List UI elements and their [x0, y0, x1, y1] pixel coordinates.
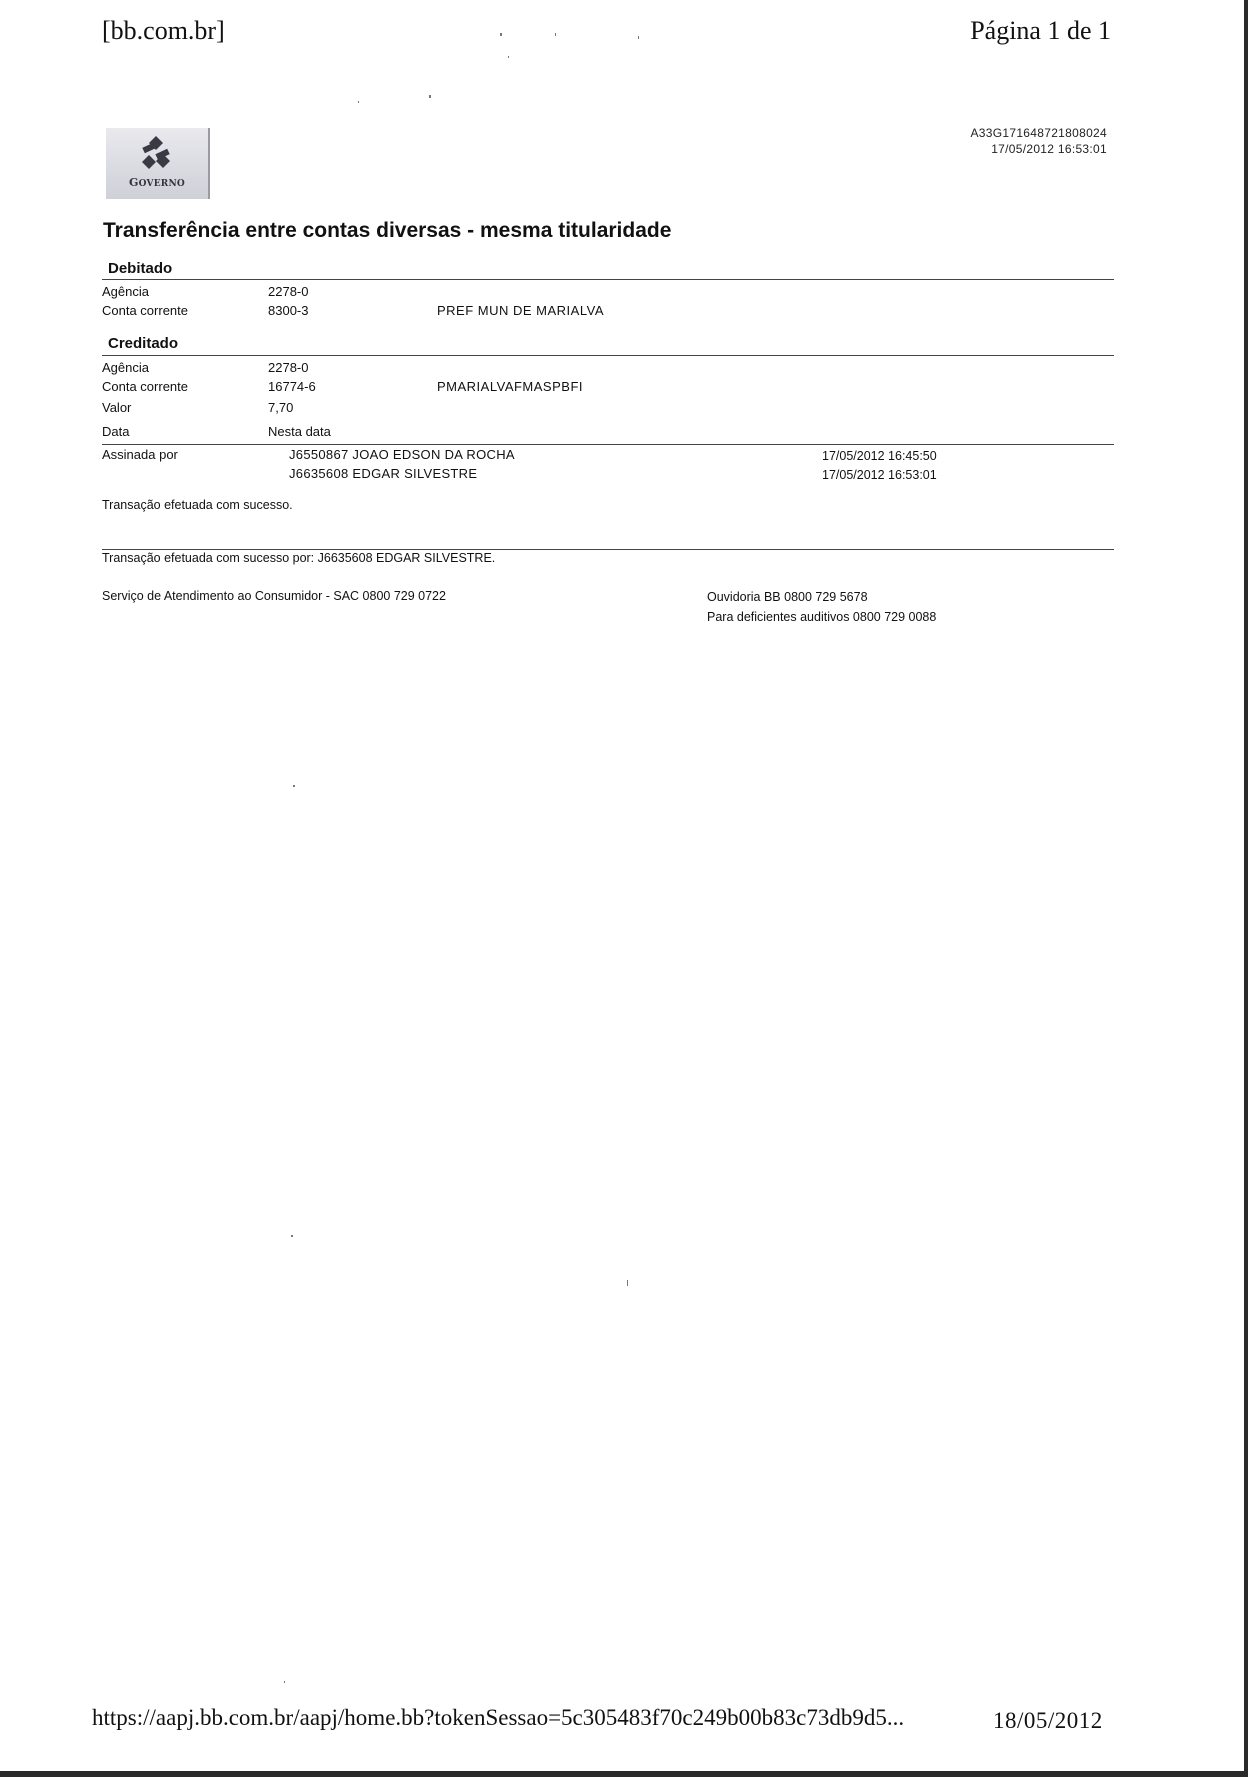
debitado-titular: PREF MUN DE MARIALVA — [437, 303, 604, 318]
section-creditado: Creditado — [108, 335, 179, 352]
debitado-conta-value: 8300-3 — [268, 303, 309, 318]
scan-speck — [508, 56, 509, 58]
scan-speck — [291, 1235, 293, 1237]
debitado-agencia-value: 2278-0 — [268, 284, 309, 299]
divider — [102, 355, 1114, 356]
scan-speck — [358, 101, 359, 103]
assinada-por-label: Assinada por — [102, 447, 178, 462]
data-label: Data — [102, 424, 130, 439]
creditado-agencia-label: Agência — [102, 360, 149, 375]
banco-do-brasil-logo-icon — [133, 134, 179, 174]
scan-speck — [284, 1681, 285, 1683]
governo-logo — [106, 128, 210, 199]
scan-speck — [638, 36, 639, 39]
footer-date: 18/05/2012 — [993, 1708, 1103, 1733]
reference-code: A33G171648721808024 — [970, 126, 1107, 140]
header-site: [bb.com.br] — [102, 16, 225, 45]
reference-timestamp: 17/05/2012 16:53:01 — [991, 142, 1107, 156]
debitado-agencia-label: Agência — [102, 284, 149, 299]
creditado-titular: PMARIALVAFMASPBFI — [437, 379, 583, 394]
scan-speck — [627, 1280, 628, 1286]
footer-url: https://aapj.bb.com.br/aapj/home.bb?tokenSessao=5c305483f70c249b00b83c73db9d5... — [92, 1705, 905, 1730]
divider — [102, 444, 1114, 445]
section-debitado: Debitado — [108, 260, 173, 277]
signer-name: J6635608 EDGAR SILVESTRE — [289, 466, 478, 481]
status-by-message: Transação efetuada com sucesso por: J6635608 EDGAR SILVESTRE. — [102, 551, 496, 565]
creditado-agencia-value: 2278-0 — [268, 360, 309, 375]
valor-value: 7,70 — [268, 400, 294, 415]
scan-speck — [429, 95, 431, 98]
ouvidoria-contact: Ouvidoria BB 0800 729 5678 — [707, 590, 868, 604]
divider — [102, 279, 1114, 280]
page-title: Transferência entre contas diversas - mesma titularidade — [103, 219, 672, 242]
signer-name: J6550867 JOAO EDSON DA ROCHA — [289, 447, 515, 462]
logo-text: GOVERNO — [129, 176, 185, 189]
scan-speck — [500, 33, 502, 36]
status-message: Transação efetuada com sucesso. — [102, 498, 293, 512]
divider — [102, 549, 1114, 550]
header-page-number: Página 1 de 1 — [970, 16, 1111, 45]
debitado-conta-label: Conta corrente — [102, 303, 188, 318]
valor-label: Valor — [102, 400, 132, 415]
deficientes-contact: Para deficientes auditivos 0800 729 0088 — [707, 610, 937, 624]
signer-time: 17/05/2012 16:53:01 — [822, 468, 937, 482]
sac-contact: Serviço de Atendimento ao Consumidor - SAC 0800 729 0722 — [102, 589, 446, 603]
signer-time: 17/05/2012 16:45:50 — [822, 449, 937, 463]
reference-block — [971, 125, 1108, 157]
scan-speck — [555, 33, 556, 36]
data-value: Nesta data — [268, 424, 331, 439]
creditado-conta-label: Conta corrente — [102, 379, 188, 394]
creditado-conta-value: 16774-6 — [268, 379, 316, 394]
scan-speck — [293, 785, 295, 787]
